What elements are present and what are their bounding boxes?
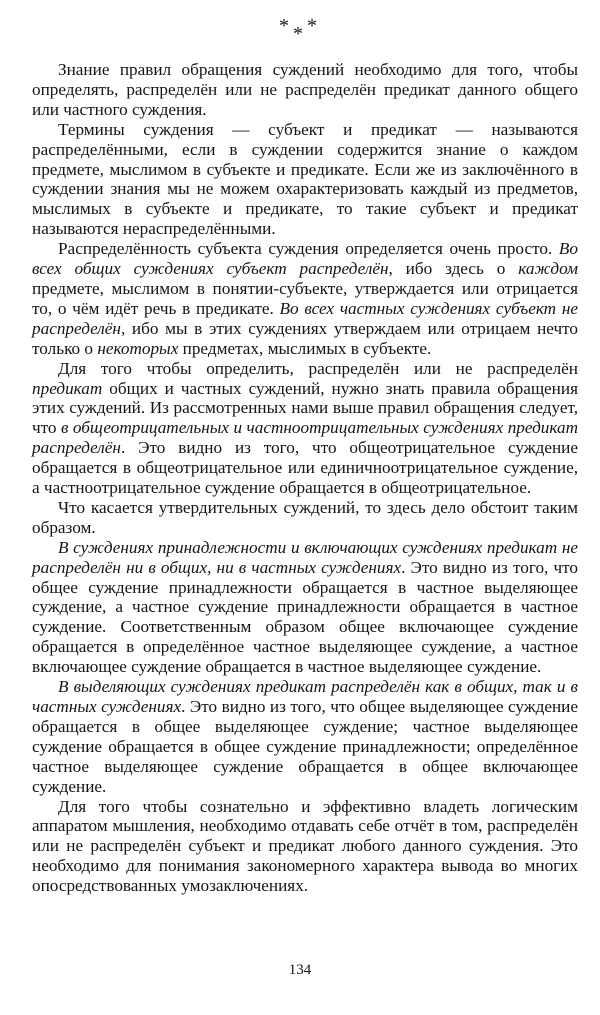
paragraph [32,239,578,358]
text-run: Что касается утвердительных суждений, то здесь дело обстоит таким образом. [32,497,578,537]
italic-run: Во всех общих суждениях субъект распределён [32,239,578,279]
italic-run: каждом [518,259,578,279]
text-run: Для того чтобы сознательно и эффективно владеть логическим аппаратом мышления, необходимо отдавать себе отчёт в том, распределён или не распределён субъект и предикат любого данного суждения. Это необходимо для понимания закономерного характера вывода во многих опосредствованных умозаключениях. [32,796,578,896]
text-run: . Это видно из того, что общее выделяющее суждение обращается в общее выделяющее суждение; частное выделяющее суждение обращается в общее суждение принадлежности; определённое частное выделяющее суждение обращается в общее включающее суждение. [32,697,578,796]
text-run: . Это видно из того, что общее суждение принадлежности обращается в частное выделяющее суждение, а частное суждение принадлежности обращается в частное суждение. Соответственным образом общее включающее суждение обращается в определённое частное выделяющее суждение, а частное включающее суждение обращается в частное выделяющее суждение. [32,557,578,677]
separator-star: * [307,15,321,37]
italic-run: некоторых [97,338,179,358]
italic-run: Во всех частных суждениях субъект не распределён [32,298,578,338]
body-text [32,60,578,896]
text-run: Распределённость субъекта суждения определяется очень просто. [58,239,559,259]
italic-run: в общеотрицательных и частноотрицательных суждениях предикат распределён [32,418,578,458]
paragraph [32,677,578,796]
text-run: . Это видно из того, что общеотрицательное суждение обращается в общеотрицательное или единичноотрицательное суждение, а частноотрицательное суждение обращается в общеотрицательное. [32,438,578,498]
paragraph [32,120,578,239]
section-separator [0,15,600,45]
paragraph [32,797,578,897]
text-run: Для того чтобы определить, распределён или не распределён [58,358,578,378]
text-run: общих и частных суждений, нужно знать правила обращения этих суждений. Из рассмотренных нами выше правил обращения следует, что [32,378,578,438]
paragraph [32,538,578,677]
text-run: предметах, мыслимых в субъекте. [178,338,432,358]
italic-run: В суждениях принадлежности и включающих суждениях предикат не распределён ни в общих, ни в частных суждениях [32,537,578,577]
paragraph [32,359,578,498]
text-run: Знание правил обращения суждений необходимо для того, чтобы определять, распределён или не распределён предикат данного общего или частного суждения. [32,60,578,119]
page-number: 134 [288,962,312,978]
paragraph [32,60,578,120]
italic-run: В выделяющих суждениях предикат распределён как в общих, так и в частных суждениях [32,677,578,716]
text-run: , ибо мы в этих суждениях утверждаем или отрицаем нечто только о [32,318,578,358]
paragraph [32,498,578,538]
text-run: , ибо здесь о [388,259,519,279]
separator-star: * [279,15,293,37]
separator-star: * [293,23,307,45]
text-run: предмете, мыслимом в понятии-субъекте, утверждается или отрицается то, о чём идёт речь в предикате. [32,278,578,318]
italic-run: предикат [32,378,103,398]
text-run: Термины суждения — субъект и предикат — называются распределёнными, если в суждении содержится знание о каждом предмете, мыслимом в субъекте и предикате. Если же из заключённого в суждении знания мы не можем охарактеризовать каждый из предметов, мыслимых в субъекте и предикате, то такие субъект и предикат называются нераспределёнными. [32,119,578,239]
